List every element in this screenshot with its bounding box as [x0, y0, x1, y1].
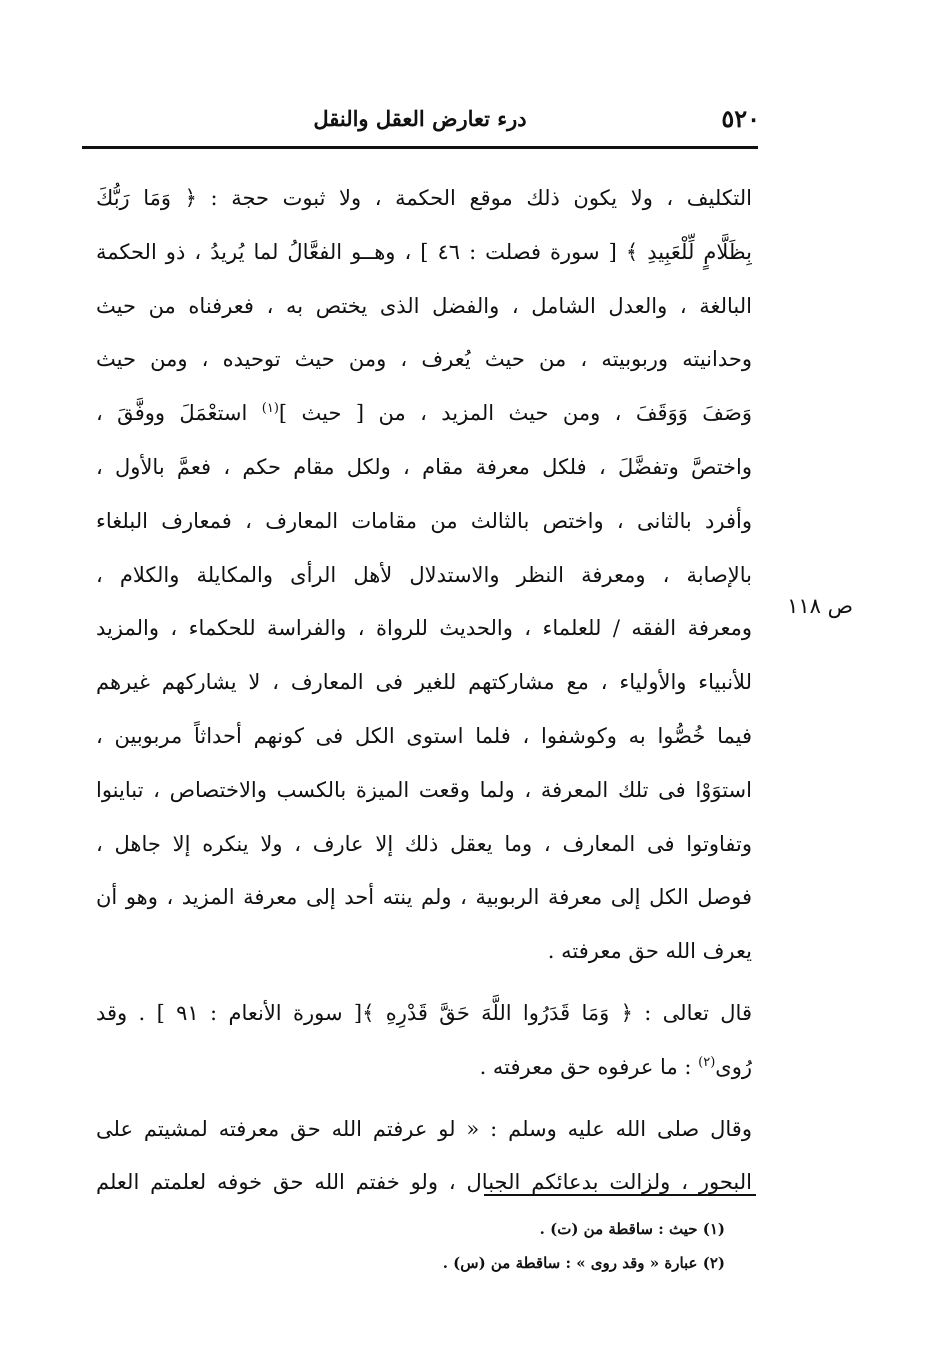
footnote-rule	[484, 1194, 756, 1196]
footnotes	[265, 1212, 725, 1280]
line-segment: وَصَفَ وَوَقَفَ ، ومن حيث المزيد ، من [ حيث ]	[278, 401, 752, 426]
page-number: ٥٢٠	[721, 104, 760, 133]
text-line: ومعرفة الفقه / للعلماء ، والحديث للرواة ، والفراسة للحكماء ، والمزيد	[96, 616, 752, 641]
text-line: للأنبياء والأولياء ، مع مشاركتهم للغير فى المعارف ، لا يشاركهم غيرهم	[96, 670, 752, 695]
footnote-2: (٢) عبارة « وقد روى » : ساقطة من (س) .	[442, 1254, 725, 1272]
footnote-marker-1[interactable]: (١)	[261, 401, 279, 417]
line-segment: رُوى	[715, 1054, 752, 1079]
footnote-1: (١) حيث : ساقطة من (ت) .	[539, 1220, 725, 1238]
main-text	[96, 172, 752, 1210]
text-line: فيما خُصُّوا به وكوشفوا ، فلما استوى الكل فى كونهم أحداثاً مربوبين ،	[96, 723, 752, 748]
text-line: وقال صلى الله عليه وسلم : « لو عرفتم الله حق معرفته لمشيتم على	[96, 1116, 752, 1141]
text-line	[96, 387, 752, 441]
text-line: استوَوْا فى تلك المعرفة ، ولما وقعت الميزة بالكسب والاختصاص ، تباينوا	[96, 777, 752, 802]
page-header	[80, 100, 760, 144]
text-line: بِظَلَّامٍ لِّلْعَبِيدِ ﴾ [ سورة فصلت : ٤٦ ] ، وهــو الفعَّالُ لما يُريدُ ، ذو الحكمة	[96, 239, 752, 264]
line-segment: استعْمَلَ ووفَّقَ ،	[96, 401, 248, 426]
text-line	[96, 1041, 752, 1095]
text-line: قال تعالى : ﴿ وَمَا قَدَرُوا اللَّهَ حَقَّ قَدْرِهِ ﴾[ سورة الأنعام : ٩١ ] . وقد	[96, 1000, 752, 1025]
text-line: فوصل الكل إلى معرفة الربوبية ، ولم ينته أحد إلى معرفة المزيد ، وهو أن	[96, 885, 752, 910]
paragraph-gap	[96, 979, 752, 987]
text-line: واختصَّ وتفضَّلَ ، فلكل معرفة مقام ، ولكل مقام حكم ، فعمَّ بالأول ،	[96, 454, 752, 479]
text-line: البحور ، ولزالت بدعائكم الجبال ، ولو خفتم الله حق خوفه لعلمتم العلم	[96, 1170, 752, 1195]
book-title: درء تعارض العقل والنقل	[313, 106, 527, 131]
text-line: البالغة ، والعدل الشامل ، والفضل الذى يختص به ، فعرفناه من حيث	[96, 293, 752, 318]
footnote-marker-2[interactable]: (٢)	[698, 1054, 716, 1070]
header-rule	[82, 146, 758, 149]
line-segment: : ما عرفوه حق معرفته .	[479, 1054, 699, 1079]
paragraph-gap	[96, 1095, 752, 1103]
text-line: وأفرد بالثانى ، واختص بالثالث من مقامات المعارف ، فمعارف البلغاء	[96, 508, 752, 533]
margin-page-reference: ص ١١٨	[787, 594, 853, 618]
text-line: التكليف ، ولا يكون ذلك موقع الحكمة ، ولا ثبوت حجة : ﴿ وَمَا رَبُّكَ	[96, 186, 752, 210]
text-line: يعرف الله حق معرفته .	[547, 939, 752, 964]
text-line: وتفاوتوا فى المعارف ، وما يعقل ذلك إلا عارف ، ولا ينكره إلا جاهل ،	[96, 831, 752, 856]
text-line: بالإصابة ، ومعرفة النظر والاستدلال لأهل الرأى والمكايلة والكلام ،	[96, 562, 752, 587]
text-line: وحدانيته وربوبيته ، من حيث يُعرف ، ومن حيث توحيده ، ومن حيث	[96, 347, 752, 372]
